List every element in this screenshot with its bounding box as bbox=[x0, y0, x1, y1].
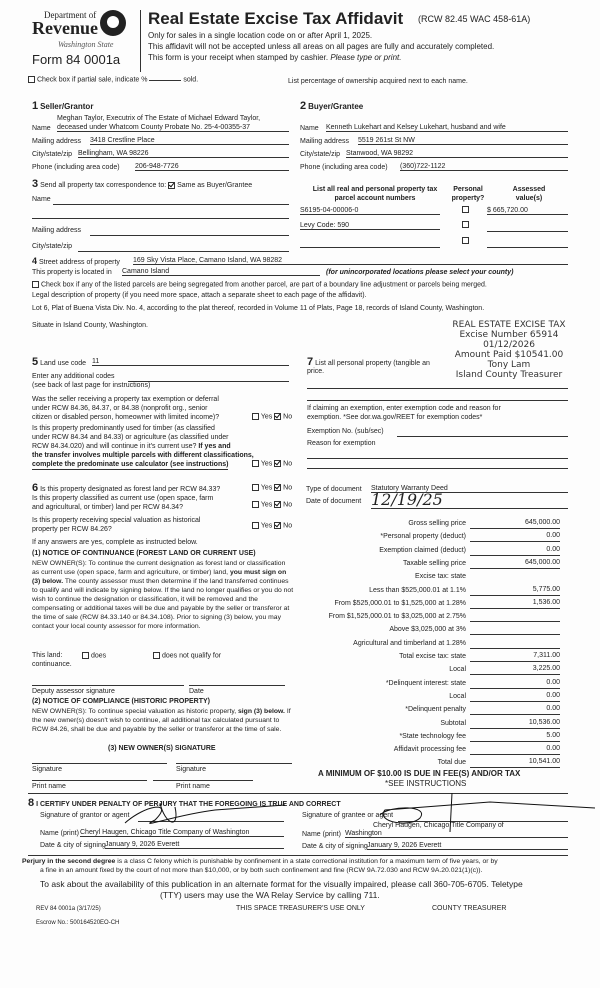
seller-city-field[interactable]: Bellingham, WA 98226 bbox=[78, 150, 289, 158]
tax-row-label: Affidavit processing fee bbox=[393, 746, 466, 753]
correspondence-mailing-label: Mailing address bbox=[32, 227, 82, 234]
segregated-checkbox[interactable] bbox=[32, 281, 39, 288]
partial-sale-checkbox[interactable] bbox=[28, 76, 35, 83]
partial-sale-percent-field[interactable] bbox=[149, 80, 181, 81]
legal-label: Legal description of property (if you need more space, attach a separate sheet to each page of the affidavit). bbox=[32, 292, 367, 299]
tax-row-label: Total excise tax: state bbox=[399, 653, 466, 660]
buyer-mailing-label: Mailing address bbox=[300, 138, 350, 145]
tax-row-value[interactable]: 0.00 bbox=[470, 705, 560, 715]
buyer-heading: 2 Buyer/Grantee bbox=[300, 100, 364, 112]
current-use-no-checkbox[interactable] bbox=[274, 501, 281, 508]
tax-row-value[interactable]: 5,775.00 bbox=[470, 586, 560, 596]
new-owner-print-2[interactable] bbox=[153, 780, 253, 781]
tax-row-value[interactable]: 0.00 bbox=[470, 745, 560, 755]
exemption-question: Was the seller receiving a property tax exemption or deferral under RCW 84.36, 84.37, or 84.38 (nonprofit org., senior citizen or disabled person, homeowner with limited income)? bbox=[32, 396, 220, 421]
buyer-name-field[interactable]: Kenneth Lukehart and Kelsey Lukehart, husband and wife bbox=[326, 124, 568, 132]
assessed-value-field[interactable] bbox=[487, 247, 568, 248]
seller-mailing-field[interactable]: 3418 Crestline Place bbox=[90, 137, 289, 145]
seller-phone-field[interactable]: 206-948-7726 bbox=[135, 163, 289, 171]
tax-row-label: Gross selling price bbox=[408, 520, 466, 527]
seller-name-line1: Meghan Taylor, Executrix of The Estate of Michael Edward Taylor, bbox=[57, 115, 261, 122]
legal-description: Lot 6, Plat of Buena Vista Div. No. 4, according to the plat thereof, recorded in Volume 11 of Plats, Page 18, records of Island County, Washington. bbox=[32, 305, 485, 312]
tax-row-label: *Personal property (deduct) bbox=[380, 533, 466, 540]
does-option: does bbox=[82, 652, 106, 659]
minimum-note: A MINIMUM OF $10.00 IS DUE IN FEE(S) AND/OR TAX bbox=[318, 769, 521, 778]
form-number: Form 84 0001a bbox=[32, 52, 121, 67]
tax-row-label: From $525,000.01 to $1,525,000 at 1.28% bbox=[334, 600, 466, 607]
seller-heading: 1 Seller/Grantor bbox=[32, 100, 94, 112]
reason-label: Reason for exemption bbox=[307, 440, 376, 447]
personal-property-checkbox[interactable] bbox=[462, 237, 469, 244]
perjury-line1: Perjury in the second degree is a class C felony which is punishable by confinement in a state correctional institution for a maximum term of five years, or by bbox=[22, 858, 498, 865]
grantor-date-label: Date & city of signing bbox=[40, 842, 106, 849]
buyer-phone-field[interactable]: (360)722-1122 bbox=[400, 163, 568, 171]
grantee-name-label: Name (print) bbox=[302, 831, 341, 838]
deputy-date-field[interactable] bbox=[189, 685, 285, 686]
accessibility-line2: (TTY) users may use the WA Relay Service by calling 711. bbox=[160, 890, 380, 900]
parcel-number-field[interactable] bbox=[300, 247, 440, 248]
grantee-name-field[interactable]: Washington bbox=[345, 830, 568, 838]
tax-row-value[interactable]: 1,536.00 bbox=[470, 599, 560, 609]
forest-no-checkbox[interactable] bbox=[274, 484, 281, 491]
continuance-label: continuance. bbox=[32, 661, 72, 668]
historical-answer: Yes No bbox=[252, 522, 292, 529]
additional-codes-label: Enter any additional codes bbox=[32, 373, 115, 380]
same-as-buyer-checkbox[interactable] bbox=[168, 182, 175, 189]
treasurer-use: THIS SPACE TREASURER'S USE ONLY bbox=[236, 905, 365, 912]
ownership-note: List percentage of ownership acquired next to each name. bbox=[288, 78, 468, 85]
correspondence-name-field[interactable] bbox=[53, 204, 289, 205]
county-treasurer: COUNTY TREASURER bbox=[432, 905, 507, 912]
header-line2: This affidavit will not be accepted unless all areas on all pages are fully and accurately completed. bbox=[148, 42, 495, 51]
current-use-yes-checkbox[interactable] bbox=[252, 501, 259, 508]
historical-no-checkbox[interactable] bbox=[274, 522, 281, 529]
certify-heading: 8 I CERTIFY UNDER PENALTY OF PERJURY THAT THE FOREGOING IS TRUE AND CORRECT bbox=[28, 797, 341, 809]
land-use-code-field[interactable]: 11 bbox=[92, 358, 289, 366]
print-name-label-2: Print name bbox=[176, 783, 210, 790]
forest-yes-checkbox[interactable] bbox=[252, 484, 259, 491]
header-line1: Only for sales in a single location code on or after April 1, 2025. bbox=[148, 31, 373, 40]
tax-row-label: Less than $525,000.01 at 1.1% bbox=[369, 587, 466, 594]
divider bbox=[28, 855, 568, 856]
correspondence-name-field-2[interactable] bbox=[32, 218, 289, 219]
does-qualify-checkbox[interactable] bbox=[82, 652, 89, 659]
q1-answer: Yes No bbox=[252, 413, 292, 420]
parcel-number-field[interactable]: Levy Code: 590 bbox=[300, 222, 440, 230]
tax-row-label: Local bbox=[449, 666, 466, 673]
tax-row-label: Above $3,025,000 at 3% bbox=[389, 626, 466, 633]
additional-codes-note: (see back of last page for instructions) bbox=[32, 382, 151, 389]
reason-field[interactable] bbox=[307, 458, 568, 459]
personal-property-checkbox[interactable] bbox=[462, 206, 469, 213]
segregated-row: Check box if any of the listed parcels are being segregated from another parcel, are part of a boundary line adjustment or parcels being merged. bbox=[32, 281, 487, 288]
escrow-number: Escrow No.: 500164520EO-CH bbox=[36, 920, 120, 926]
assessed-value-field[interactable]: $ 665,720.00 bbox=[487, 207, 568, 215]
form-citation: (RCW 82.45 WAC 458-61A) bbox=[418, 14, 531, 24]
tax-row-value[interactable]: 0.00 bbox=[470, 679, 560, 689]
current-use-answer: Yes No bbox=[252, 501, 292, 508]
correspondence-name-label: Name bbox=[32, 196, 51, 203]
notice1-text: NEW OWNER(S): To continue the current designation as forest land or classification as current use (open space, farm and agriculture, or timber) land, you must sign on (3) below. The county assessor must then determine if the land transferred continues to qualify and will indicate by signing below. If the land no longer qualifies or you do not wish to continue the designation or classification, it will be removed and the compensating or additional taxes will be due and payable by the seller or transferor at the time of sale (RCW 84.33.140 or 84.34.108). Prior to signing (3) below, you may contact your local county assessor for more information. bbox=[32, 560, 294, 630]
grantor-sig-label: Signature of grantor or agent bbox=[40, 812, 130, 819]
assessed-value-field[interactable] bbox=[487, 231, 568, 232]
tax-row-label: Exemption claimed (deduct) bbox=[379, 547, 466, 554]
assessed-col-header: Assessed value(s) bbox=[512, 186, 546, 202]
tax-row-label: Agricultural and timberland at 1.28% bbox=[353, 640, 466, 647]
tax-row-label: Total due bbox=[437, 759, 466, 766]
forest-question: 6 Is this property designated as forest land per RCW 84.33? bbox=[32, 482, 221, 494]
tax-row-value[interactable] bbox=[470, 612, 560, 622]
personal-property-label2: price. bbox=[307, 368, 325, 375]
exemption-no-label: Exemption No. (sub/sec) bbox=[307, 428, 384, 435]
parcel-number-field[interactable]: S6195-04-00006-0 bbox=[300, 207, 440, 215]
seller-phone-label: Phone (including area code) bbox=[32, 164, 120, 171]
notice2-title: (2) NOTICE OF COMPLIANCE (HISTORIC PROPERTY) bbox=[32, 698, 210, 705]
tax-row-label: From $1,525,000.01 to $3,025,000 at 2.75% bbox=[328, 613, 466, 620]
historical-question: Is this property receiving special valuation as historical property per RCW 84.26? bbox=[32, 517, 201, 533]
deputy-signature-field[interactable] bbox=[32, 685, 184, 686]
buyer-phone-label: Phone (including area code) bbox=[300, 164, 388, 171]
yes-instruction: If any answers are yes, complete as instructed below. bbox=[32, 539, 198, 546]
q2-no-checkbox[interactable] bbox=[274, 460, 281, 467]
q2-yes-checkbox[interactable] bbox=[252, 460, 259, 467]
this-land-label: This land: bbox=[32, 652, 63, 659]
tax-row-value[interactable] bbox=[470, 625, 560, 635]
tax-row-label: Excise tax: state bbox=[415, 573, 466, 580]
q2-answer: Yes No bbox=[252, 460, 292, 467]
historical-yes-checkbox[interactable] bbox=[252, 522, 259, 529]
located-note: (for unincorporated locations please select your county) bbox=[326, 269, 514, 276]
tax-row-value[interactable]: 645,000.00 bbox=[470, 519, 560, 529]
deputy-label: Deputy assessor signature bbox=[32, 688, 115, 695]
accessibility-line1: To ask about the availability of this publication in an alternate format for the visually impaired, please call 360-705-6705. Teletype bbox=[40, 879, 523, 889]
buyer-mailing-field[interactable]: 5519 261st St NW bbox=[358, 137, 568, 145]
tax-row-value[interactable]: 7,311.00 bbox=[470, 652, 560, 662]
doc-date-field[interactable]: 12/19/25 bbox=[371, 492, 568, 509]
tax-row-value[interactable]: 5.00 bbox=[470, 732, 560, 742]
personal-col-header: Personal property? bbox=[451, 186, 485, 202]
current-use-question: Is this property classified as current use (open space, farm and agricultural, or timber) land per RCW 84.34? bbox=[32, 495, 214, 511]
tax-row-value[interactable]: 0.00 bbox=[470, 532, 560, 542]
treasurer-stamp: REAL ESTATE EXCISE TAX Excise Number 65914 01/12/2026 Amount Paid $10541.00 Tony Lam Island County Treasurer bbox=[452, 320, 566, 380]
tax-row-value[interactable] bbox=[470, 639, 560, 649]
tax-row-label: Subtotal bbox=[440, 720, 466, 727]
seller-name-label: Name bbox=[32, 125, 51, 132]
grantor-date-field[interactable]: January 9, 2026 Everett bbox=[105, 841, 284, 849]
seller-mailing-label: Mailing address bbox=[32, 138, 82, 145]
doc-type-field[interactable]: Statutory Warranty Deed bbox=[371, 485, 568, 493]
deputy-date-label: Date bbox=[189, 688, 204, 695]
print-name-label-1: Print name bbox=[32, 783, 66, 790]
located-field[interactable]: Camano Island bbox=[122, 268, 320, 276]
correspondence-city-field[interactable] bbox=[78, 251, 289, 252]
dept-line1: Department of bbox=[44, 10, 97, 20]
new-owner-print-1[interactable] bbox=[32, 780, 147, 781]
seller-city-label: City/state/zip bbox=[32, 151, 73, 158]
exemption-instruction-2: exemption. *See dor.wa.gov/REET for exemption codes* bbox=[307, 414, 483, 421]
perjury-line2: a fine in an amount fixed by the court of not more than $10,000, or by both such confinement and fine (RCW 9A.72.030 and RCW 9A.20.021(1)(c)). bbox=[40, 867, 483, 874]
header-line3: This form is your receipt when stamped by cashier. Please type or print. bbox=[148, 53, 402, 62]
personal-property-field-2[interactable] bbox=[307, 400, 568, 401]
grantor-name-label: Name (print) bbox=[40, 830, 79, 837]
correspondence-mailing-field[interactable] bbox=[90, 235, 289, 236]
correspondence-row: 3 Send all property tax correspondence to: Same as Buyer/Grantee bbox=[32, 178, 253, 190]
buyer-city-field[interactable]: Stanwood, WA 98292 bbox=[346, 150, 568, 158]
signature-label-1: Signature bbox=[32, 766, 62, 773]
additional-codes-field[interactable] bbox=[128, 381, 289, 382]
tax-row-value[interactable]: 10,541.00 bbox=[470, 758, 560, 768]
rev-number: REV 84 0001a (3/17/25) bbox=[36, 906, 101, 912]
dor-logo-icon bbox=[100, 10, 126, 36]
land-use-label: 5 Land use code bbox=[32, 356, 87, 368]
correspondence-city-label: City/state/zip bbox=[32, 243, 73, 250]
forest-answer: Yes No bbox=[252, 484, 292, 491]
see-instructions: *SEE INSTRUCTIONS bbox=[385, 779, 467, 788]
exemption-no-field[interactable] bbox=[397, 436, 568, 437]
doc-date-label: Date of document bbox=[306, 498, 362, 505]
personal-property-checkbox[interactable] bbox=[462, 221, 469, 228]
form-title: Real Estate Excise Tax Affidavit bbox=[148, 9, 404, 28]
tax-row-label: *Delinquent penalty bbox=[405, 706, 466, 713]
situate-text: Situate in Island County, Washington. bbox=[32, 322, 148, 329]
parcel-col-header: List all real and personal property tax parcel account numbers bbox=[312, 186, 438, 202]
does-not-qualify-checkbox[interactable] bbox=[153, 652, 160, 659]
tax-row-label: *State technology fee bbox=[399, 733, 466, 740]
notice1-title: (1) NOTICE OF CONTINUANCE (FOREST LAND OR CURRENT USE) bbox=[32, 550, 256, 557]
exemption-instruction-1: If claiming an exemption, enter exemption code and reason for bbox=[307, 405, 501, 412]
timber-question: Is this property predominantly used for timber (as classified under RCW 84.34 and 84.33) or agriculture (as classified under RCW 84.34.020) and will continue in it's current use? If yes and the transfer involves multiple parcels with different classifications, complete the predominate use calculator (see instructions) bbox=[32, 425, 254, 468]
does-not-option: does not qualify for bbox=[153, 652, 221, 659]
q1-yes-checkbox[interactable] bbox=[252, 413, 259, 420]
q1-no-checkbox[interactable] bbox=[274, 413, 281, 420]
tax-row-label: *Delinquent interest: state bbox=[385, 680, 466, 687]
partial-sale-row: Check box if partial sale, indicate % sold. bbox=[28, 76, 198, 83]
personal-property-field[interactable] bbox=[307, 388, 568, 389]
new-owner-signature-2[interactable] bbox=[176, 763, 292, 764]
street-row: 4 Street address of property bbox=[32, 256, 120, 266]
tax-row-label: Taxable selling price bbox=[402, 560, 466, 567]
dept-line3: Washington State bbox=[58, 40, 114, 49]
street-address-field[interactable]: 169 Sky Vista Place, Camano Island, WA 98282 bbox=[133, 257, 568, 265]
dept-logo-text: Revenue bbox=[32, 18, 98, 38]
tax-row-label: Local bbox=[449, 693, 466, 700]
tax-row-value[interactable]: 3,225.00 bbox=[470, 665, 560, 675]
notice2-text: NEW OWNER(S): To continue special valuation as historic property, sign (3) below. If the new owner(s) doesn't wish to continue, all additional tax calculated pursuant to RCW 84.26, shall be due and payable by the seller or transferor at the time of sale. bbox=[32, 708, 291, 733]
grantee-sig-label: Signature of grantee or agent bbox=[302, 812, 394, 819]
located-label: This property is located in bbox=[32, 269, 112, 276]
grantor-name-field[interactable]: Cheryl Haugen, Chicago Title Company of Washington bbox=[80, 829, 284, 837]
personal-property-label: 7 List all personal property (tangible an bbox=[307, 356, 430, 368]
doc-type-label: Type of document bbox=[306, 486, 362, 493]
header-divider bbox=[140, 10, 141, 72]
new-owner-signature-1[interactable] bbox=[32, 763, 167, 764]
buyer-city-label: City/state/zip bbox=[300, 151, 341, 158]
seller-name-field[interactable]: deceased under Whatcom County Probate No. 25-4-00355-37 bbox=[57, 124, 289, 132]
grantee-date-field[interactable]: January 9, 2026 Everett bbox=[367, 842, 568, 850]
signature-label-2: Signature bbox=[176, 766, 206, 773]
tax-row-value[interactable]: 0.00 bbox=[470, 692, 560, 702]
reason-field-2[interactable] bbox=[307, 468, 568, 469]
buyer-name-label: Name bbox=[300, 125, 319, 132]
tax-row-value[interactable]: 0.00 bbox=[470, 546, 560, 556]
tax-row-value[interactable]: 10,536.00 bbox=[470, 719, 560, 729]
new-owner-sig-title: (3) NEW OWNER(S) SIGNATURE bbox=[108, 745, 216, 752]
grantee-name-line1: Cheryl Haugen, Chicago Title Company of bbox=[373, 822, 504, 829]
tax-row-value[interactable]: 645,000.00 bbox=[470, 559, 560, 569]
grantee-date-label: Date & city of signing bbox=[302, 843, 368, 850]
